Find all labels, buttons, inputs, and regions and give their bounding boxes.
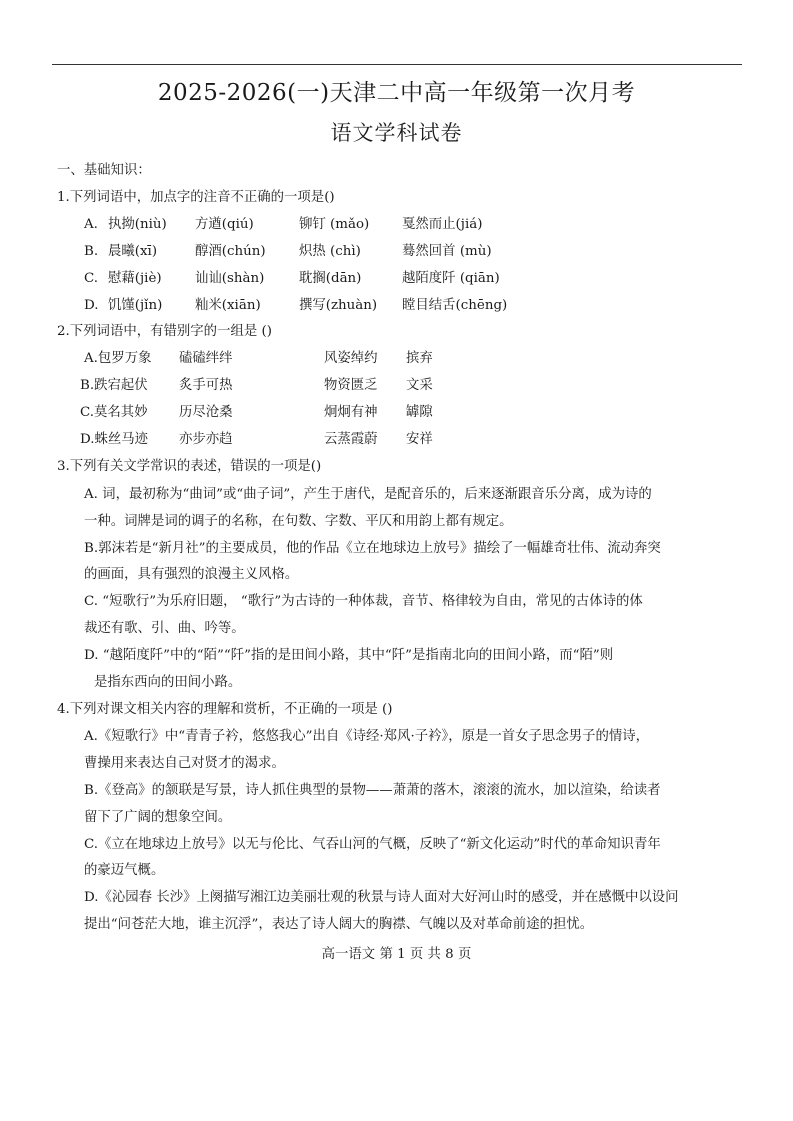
q4-line: C.《立在地球边上放号》以无与伦比、气吞山河的气概，反映了“新文化运动”时代的革命知识青年	[84, 837, 661, 852]
q3-line: 是指东西向的田间小路。	[94, 675, 242, 690]
q2-option-word: 亦步亦趋	[179, 432, 233, 447]
q1-option-word: 慰藉(jiè)	[108, 271, 162, 286]
q2-option-word: 风姿绰约	[324, 351, 378, 366]
q4-line: A.《短歌行》中“青青子衿，悠悠我心”出自《诗经·郑风·子衿》，原是一首女子思念男子的情诗，	[84, 729, 650, 744]
q1-option-word: 戛然而止(jiá)	[402, 217, 483, 232]
q2-option-word: 罅隙	[406, 405, 433, 420]
q2-option-word: C.莫名其妙	[80, 405, 148, 420]
q2-option-word: 物资匮乏	[324, 378, 378, 393]
q1-option-word: 瞠目结舌(chēng)	[402, 298, 508, 313]
q2-option-word: 磕磕绊绊	[179, 351, 233, 366]
q1-option-letter: C.	[84, 271, 99, 286]
page-footer: 高一语文 第 1 页 共 8 页	[321, 947, 472, 962]
q4-line: 的豪迈气概。	[84, 863, 165, 878]
q3-line: B.郭沫若是“新月社”的主要成员，他的作品《立在地球边上放号》描绘了一幅雄奇壮伟、流动奔突	[84, 541, 661, 556]
q3-line: D. “越陌度阡”中的“陌”“阡”指的是田间小路，其中“阡”是指南北向的田间小路，而“陌”则	[84, 648, 614, 663]
q1-stem: 1.下列词语中，加点字的注音不正确的一项是()	[57, 190, 335, 205]
q4-line: 曹操用来表达自己对贤才的渴求。	[84, 756, 285, 771]
q3-stem: 3.下列有关文学常识的表述，错误的一项是()	[57, 459, 322, 474]
q1-option-word: 饥馑(jǐn)	[108, 298, 163, 313]
section-heading: 一、基础知识：	[57, 163, 151, 178]
q3-line: A. 词，最初称为“曲词”或“曲子词”，产生于唐代，是配音乐的，后来逐渐跟音乐分离，成为诗的	[84, 487, 652, 502]
q4-line: D.《沁园春 长沙》上阕描写湘江边美丽壮观的秋景与诗人面对大好河山时的感受，并在感慨中以设问	[84, 890, 679, 905]
q1-option-word: 讪讪(shàn)	[195, 271, 265, 286]
q1-option-word: 方遒(qiú)	[195, 217, 254, 232]
q4-line: B.《登高》的颔联是写景，诗人抓住典型的景物——萧萧的落木，滚滚的流水，加以渲染，给读者	[84, 783, 661, 798]
q1-option-word: 蓦然回首 (mù)	[402, 244, 492, 259]
q1-option-word: 籼米(xiān)	[195, 298, 261, 313]
q1-option-letter: D.	[84, 298, 99, 313]
header-rule	[52, 64, 742, 65]
q1-option-word: 炽热 (chì)	[299, 244, 361, 259]
q1-option-word: 晨曦(xī)	[108, 244, 158, 259]
q2-stem: 2.下列词语中，有错别字的一组是 ()	[57, 324, 272, 339]
q4-line: 提出“问苍茫大地，谁主沉浮”，表达了诗人阔大的胸襟、气魄以及对革命前途的担忧。	[84, 917, 594, 932]
q2-option-word: B.跌宕起伏	[80, 378, 148, 393]
q2-option-word: D.蛛丝马迹	[80, 432, 149, 447]
q1-option-word: 执拗(niù)	[108, 217, 167, 232]
q1-option-letter: B.	[84, 244, 99, 259]
q1-option-word: 铆钉 (mǎo)	[299, 217, 370, 232]
q1-option-word: 撰写(zhuàn)	[299, 298, 378, 313]
q2-option-word: 炯炯有神	[324, 405, 378, 420]
q2-option-word: 文采	[406, 378, 433, 393]
q3-line: 的画面，具有强烈的浪漫主义风格。	[84, 567, 299, 582]
q3-line: C. “短歌行”为乐府旧题， “歌行”为古诗的一种体裁，音节、格律较为自由，常见的古体诗的体	[84, 594, 643, 609]
q2-option-word: 安祥	[406, 432, 433, 447]
q2-option-word: 摈弃	[406, 351, 433, 366]
q3-line: 裁还有歌、引、曲、吟等。	[84, 621, 245, 636]
q1-option-word: 醇酒(chún)	[195, 244, 266, 259]
q2-option-word: A.包罗万象	[84, 351, 152, 366]
q3-line: 一种。词牌是词的调子的名称，在句数、字数、平仄和用韵上都有规定。	[84, 514, 513, 529]
q4-line: 留下了广阔的想象空间。	[84, 810, 232, 825]
q2-option-word: 云蒸霞蔚	[324, 432, 378, 447]
exam-title: 2025-2026(一)天津二中高一年级第一次月考	[157, 80, 636, 106]
q4-stem: 4.下列对课文相关内容的理解和赏析，不正确的一项是 ()	[57, 702, 393, 717]
q1-option-letter: A.	[84, 217, 98, 232]
q2-option-word: 历尽沧桑	[179, 405, 233, 420]
q1-option-word: 越陌度阡 (qiān)	[402, 271, 500, 286]
exam-subtitle: 语文学科试卷	[330, 121, 463, 145]
q1-option-word: 耽搁(dān)	[299, 271, 362, 286]
q2-option-word: 炙手可热	[179, 378, 233, 393]
